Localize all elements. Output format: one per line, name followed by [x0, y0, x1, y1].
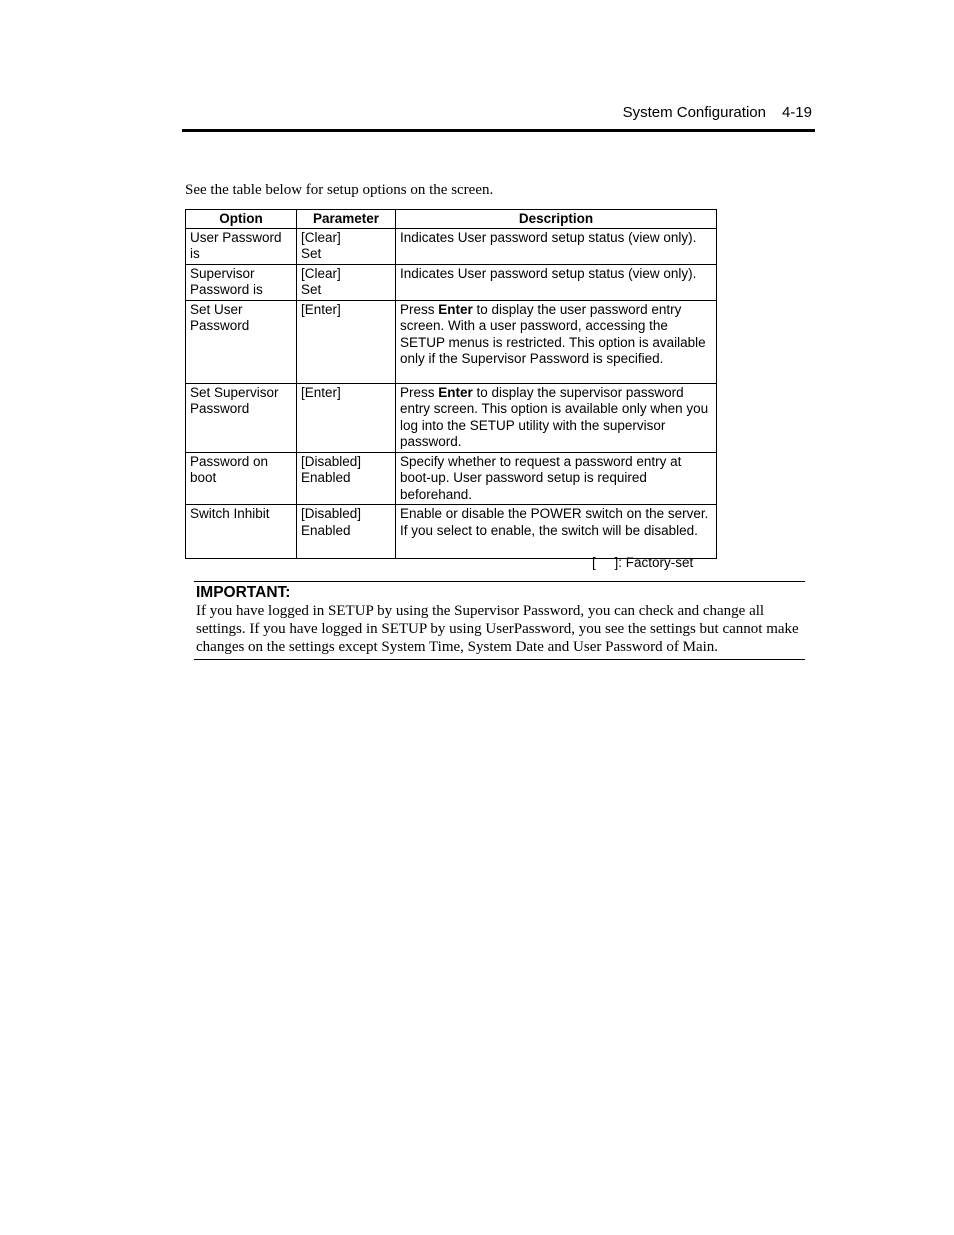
- option-cell: Set Supervisor Password: [186, 383, 297, 452]
- option-cell: Password on boot: [186, 452, 297, 505]
- parameter-cell: [297, 228, 396, 264]
- description-text: to display the supervisor password entry screen. This option is available only when you log into the SETUP utility with the supervisor password.: [400, 384, 709, 449]
- table-row: [186, 264, 717, 300]
- table-row: [186, 228, 717, 264]
- description-text: Press: [400, 301, 439, 317]
- header-rule: [182, 129, 815, 132]
- table-row: [186, 300, 717, 383]
- intro-text: See the table below for setup options on the screen.: [185, 182, 494, 198]
- parameter-value: Enabled: [301, 470, 351, 485]
- description-cell: [396, 505, 717, 559]
- parameter-cell: [297, 264, 396, 300]
- setup-options-table: [185, 209, 717, 559]
- table-row: [186, 505, 717, 559]
- parameter-value: Set: [301, 246, 322, 261]
- description-cell: [396, 452, 717, 505]
- description-text: Enable or disable the POWER switch on the server. If you select to enable, the switch will be disabled.: [400, 506, 709, 538]
- option-cell: Supervisor Password is: [186, 264, 297, 300]
- parameter-value: [Enter]: [301, 384, 341, 400]
- parameter-value: Set: [301, 282, 322, 297]
- description-text: Specify whether to request a password entry at boot-up. User password setup is required beforehand.: [400, 453, 682, 502]
- important-title: IMPORTANT:: [196, 584, 291, 601]
- important-note: [194, 581, 805, 660]
- key-name-enter: Enter: [438, 384, 473, 400]
- option-cell: Set User Password: [186, 300, 297, 383]
- table-row: [186, 383, 717, 452]
- parameter-value: [Clear]: [301, 265, 341, 281]
- description-text: Indicates User password setup status (view only).: [400, 229, 697, 245]
- header-section-title: System Configuration: [622, 104, 766, 121]
- column-header-description: Description: [396, 210, 717, 229]
- description-cell: [396, 300, 717, 383]
- column-header-parameter: Parameter: [297, 210, 396, 229]
- column-header-option: Option: [186, 210, 297, 229]
- table-row: [186, 452, 717, 505]
- parameter-cell: [297, 383, 396, 452]
- parameter-value: [Enter]: [301, 301, 341, 317]
- description-cell: [396, 264, 717, 300]
- parameter-cell: [297, 452, 396, 505]
- page-header: [183, 104, 814, 126]
- description-text: Press: [400, 384, 439, 400]
- parameter-cell: [297, 300, 396, 383]
- description-text: Indicates User password setup status (view only).: [400, 265, 697, 281]
- option-cell: Switch Inhibit: [186, 505, 297, 559]
- description-text: to display the user password entry screen. With a user password, accessing the SETUP menus is restricted. This option is available only if the Supervisor Password is specified.: [400, 301, 706, 366]
- description-cell: [396, 383, 717, 452]
- table-header-row: [186, 210, 717, 229]
- important-text: If you have logged in SETUP by using the Supervisor Password, you can check and change all settings. If you have logged in SETUP by using UserPassword, you see the settings but cannot make changes on the settings except System Time, System Date and User Password of Main.: [196, 603, 799, 655]
- parameter-value: Enabled: [301, 522, 351, 538]
- parameter-value: [Disabled]: [301, 506, 362, 521]
- parameter-cell: [297, 505, 396, 559]
- option-cell: User Password is: [186, 228, 297, 264]
- factory-set-footnote: [ ]: Factory-set: [592, 555, 694, 570]
- description-cell: [396, 228, 717, 264]
- parameter-value: [Clear]: [301, 229, 341, 245]
- parameter-value: [Disabled]: [301, 453, 362, 469]
- page-number: 4-19: [781, 104, 812, 121]
- key-name-enter: Enter: [438, 301, 473, 317]
